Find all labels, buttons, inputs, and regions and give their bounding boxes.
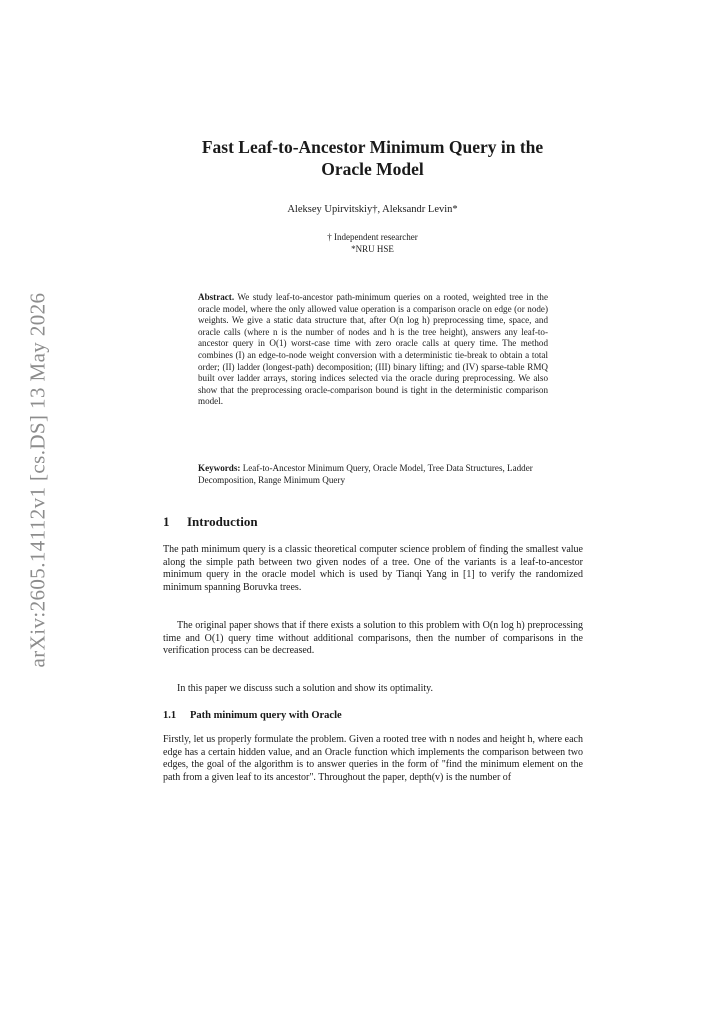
author-list: Aleksey Upirvitskiy†, Aleksandr Levin* (287, 204, 458, 215)
intro-paragraph-2: The original paper shows that if there exists a solution to this problem with O(n log h) preprocessing time and O(1) query time without additional comparisons, then the number of comparisons in the verification process can be decreased. (163, 620, 583, 657)
subsection-heading-path-minimum-query (163, 710, 342, 721)
intro-paragraph-3: In this paper we discuss such a solution and show its optimality. (177, 683, 433, 694)
title-line-1: Fast Leaf-to-Ancestor Minimum Query in the (201, 137, 544, 157)
affiliation-2: *NRU HSE (351, 244, 394, 254)
paper-title (160, 136, 585, 180)
abstract-label: Abstract. (198, 292, 235, 302)
section-heading-introduction (163, 514, 258, 530)
abstract (198, 292, 548, 408)
subsection-title: Path minimum query with Oracle (190, 710, 342, 721)
affiliations (160, 231, 585, 255)
keywords-label: Keywords: (198, 463, 241, 473)
intro-paragraph-1: The path minimum query is a classic theoretical computer science problem of finding the smallest value along the simple path between two given nodes of a tree. One of the variants is a leaf-to-ancestor minimum query in the oracle model which is used by Tianqi Yang in [1] to verify the randomized minimum spanning Boruvka trees. (163, 544, 583, 593)
subsection-paragraph-1: Firstly, let us properly formulate the problem. Given a rooted tree with n nodes and height h, where each edge has a certain hidden value, and an Oracle function which implements the comparison between two edges, the goal of the algorithm is to answer queries in the form of "find the minimum element on the path from a given leaf to its ancestor". Throughout the paper, depth(v) is the number of (163, 734, 583, 783)
affiliation-1: † Independent researcher (327, 232, 418, 242)
section-number: 1 (163, 514, 170, 529)
keywords (198, 463, 548, 486)
section-title: Introduction (187, 514, 258, 529)
subsection-number: 1.1 (163, 710, 177, 721)
arxiv-id-text: arXiv:2605.14112v1 [cs.DS] 13 May 2026 (25, 292, 50, 668)
abstract-text: We study leaf-to-ancestor path-minimum queries on a rooted, weighted tree in the oracle model, where the only allowed value operation is a comparison oracle on edge (or node) weights. We give a static data structure that, after O(n log h) preprocessing time, space, and oracle calls (where n is the number of nodes and h is the tree height), answers any leaf-to-ancestor query in O(1) worst-case time with zero oracle calls at query time. The method combines (I) an edge-to-node weight conversion with a deterministic tie-break to obtain a total order; (II) ladder (longest-path) decomposition; (III) binary lifting; and (IV) sparse-table RMQ built over ladder arrays, storing indices selected via the oracle during preprocessing. We also show that the preprocessing oracle-comparison bound is tight in the deterministic comparison model. (198, 292, 549, 407)
keywords-text: Leaf-to-Ancestor Minimum Query, Oracle Model, Tree Data Structures, Ladder Decomposition, Range Minimum Query (198, 463, 533, 485)
title-line-2: Oracle Model (321, 159, 424, 179)
